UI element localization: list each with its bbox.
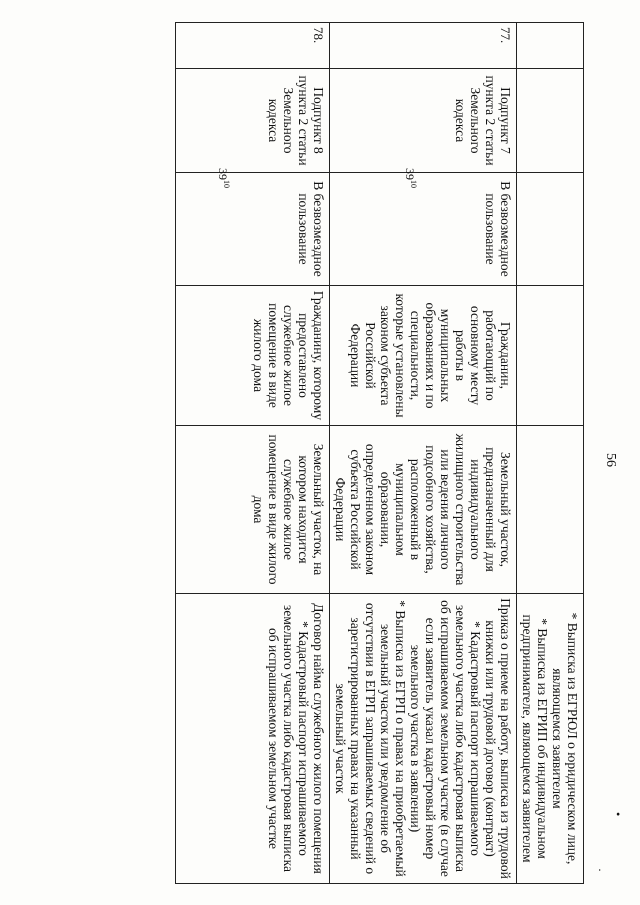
cell-number [517, 23, 584, 69]
page-number: 56 [603, 453, 618, 467]
cell-documents [330, 594, 517, 884]
document-item: * Кадастровый паспорт испрашиваемого земельного участка либо кадастровая выписка об испрашиваемом земельном участке (в случае если заявитель указал кадастровый номер земельного участка в заявлении) [408, 600, 483, 877]
document-item: * Выписка из ЕГРЮЛ о юридическом лице, являющемся заявителем [550, 612, 580, 865]
cell-land: Земельный участок, предназначенный для индивидуального жилищного строительства или ведения личного подсобного хозяйства, расположенный в муниципальном образовании, определенном законом субъекта Российской Федерации [330, 426, 517, 594]
cell-applicant [517, 286, 584, 426]
basis-text: Подпункт 7 пункта 2 статьи Земельного кодекса [453, 75, 513, 166]
cell-land: Земельный участок, на котором находится служебное жилое помещение в виде жилого дома [176, 426, 330, 594]
cell-basis [176, 69, 330, 188]
cell-land [517, 426, 584, 594]
document-table [175, 22, 584, 884]
document-item: * Выписка из ЕГРП о правах на приобретаемый земельный участок или уведомление об отсутствии в ЕГРП запрашиваемых сведений о зарегистрированных правах на указанный земельный участок [333, 600, 408, 877]
cell-applicant: Гражданин, работающий по основному месту работы в муниципальных образованиях и по специальности, которые установлены законом субъекта Российской Федерации [330, 286, 517, 426]
scan-speck: · [593, 868, 607, 872]
table-row [517, 23, 584, 884]
cell-basis [517, 69, 584, 173]
row-number: 77. [330, 23, 517, 69]
cell-right: В безвозмездное пользование [330, 173, 517, 286]
table-row [330, 23, 517, 884]
cell-applicant: Гражданину, которому предоставлено служебное жилое помещение в виде жилого дома [176, 286, 330, 426]
cell-right: В безвозмездное пользование [176, 173, 330, 286]
document-item: * Кадастровый паспорт испрашиваемого земельного участка либо кадастровая выписка об испрашиваемом земельном участке [266, 605, 311, 872]
document-item: Приказ о приеме на работу, выписка из трудовой книжки или трудовой договор (контракт) [483, 598, 513, 879]
article-number: $39^{10}$ [403, 168, 418, 188]
document-item: * Выписка из ЕГРИП об индивидуальном предпринимателе, являющемся заявителем [520, 614, 550, 863]
cell-basis [330, 69, 517, 188]
cell-documents [517, 594, 584, 884]
cell-right [517, 173, 584, 286]
cell-documents [176, 594, 330, 884]
article-number: $39^{10}$ [216, 168, 231, 188]
scan-speck: • [611, 812, 625, 817]
document-item: Договор найма служебного жилого помещения [311, 603, 326, 874]
row-number: 78. [176, 23, 330, 69]
table-row [176, 23, 330, 884]
basis-text: Подпункт 8 пункта 2 статьи Земельного кодекса [266, 75, 326, 166]
